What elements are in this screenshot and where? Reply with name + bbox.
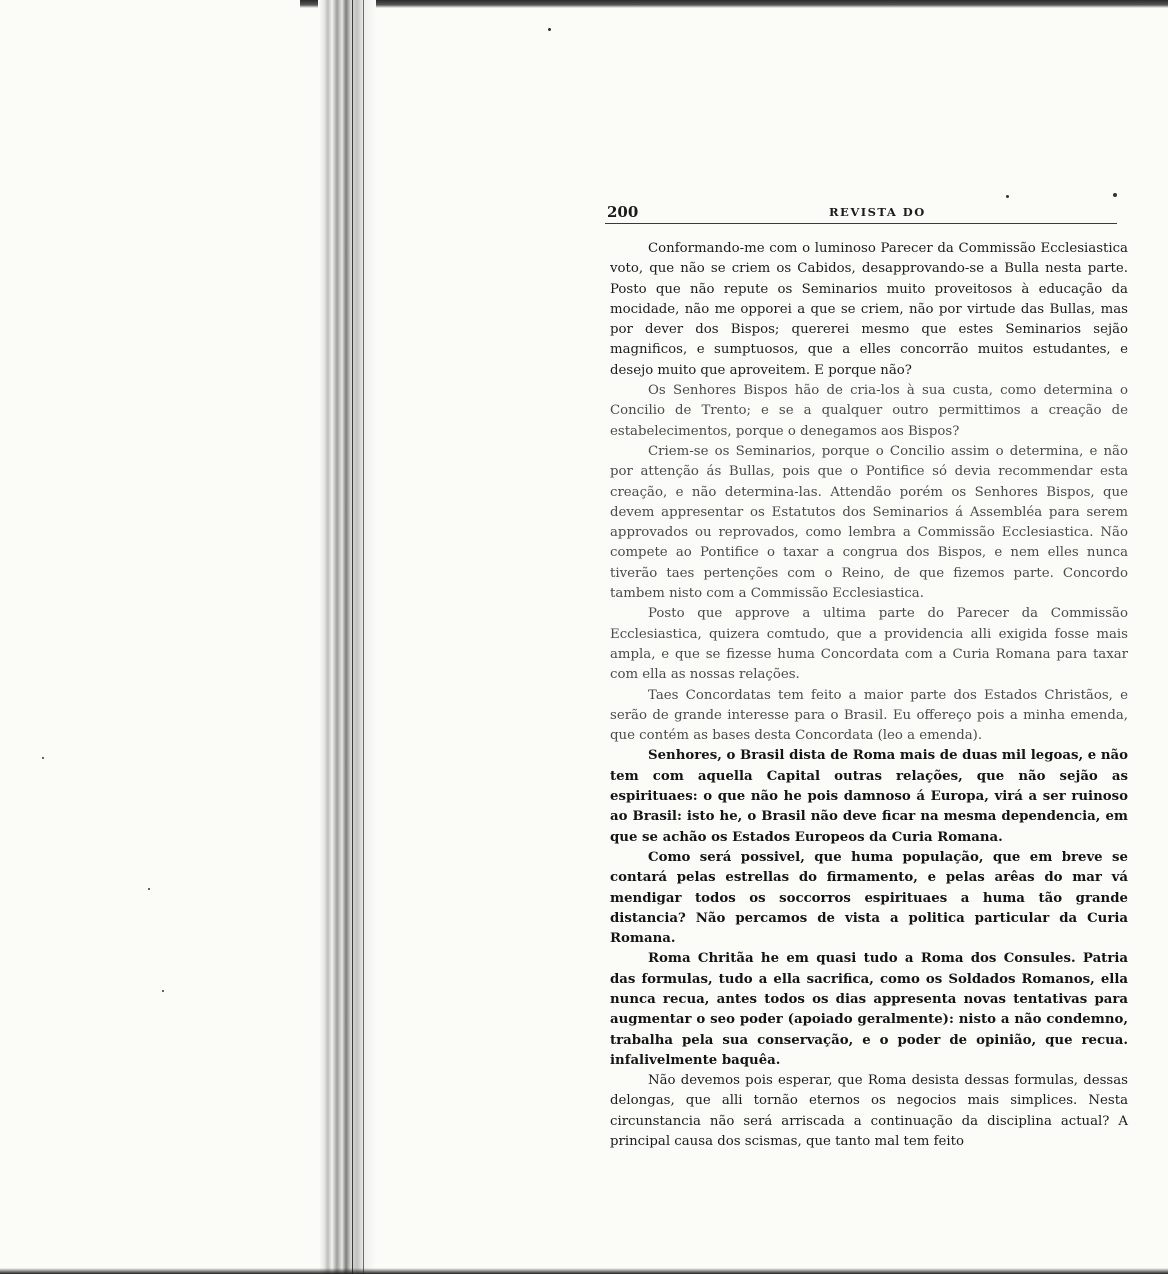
page-top-edge bbox=[300, 0, 1168, 8]
page-bottom-edge bbox=[0, 1268, 1168, 1274]
ink-speck bbox=[148, 888, 150, 890]
book-gutter bbox=[318, 0, 376, 1274]
ink-speck bbox=[42, 757, 44, 759]
paragraph: Os Senhores Bispos hão de cria-los à sua custa, como determina o Concilio de Trento; e se a qualquer outro permittimos a creação de estabelecimentos, porque o denegamos aos Bispos? bbox=[610, 383, 1128, 439]
paragraph: Conformando-me com o luminoso Parecer da Commissão Ecclesiastica voto, que não se criem os Cabidos, desapprovando-se a Bulla nesta parte. Posto que não repute os Seminarios muito proveitosos à educação da mocidade, não me opporei a que se criem, não por virtude das Bullas, mas por dever dos Bispos; quererei mesmo que estes Seminarios sejão magnificos, e sumptuosos, que a elles concorrão muitos estudantes, e desejo muito que aproveitem. E porque não? bbox=[610, 241, 1128, 378]
running-head: REVISTA DO bbox=[829, 205, 926, 219]
ink-speck bbox=[162, 990, 164, 992]
header-rule bbox=[605, 223, 1117, 224]
paragraph: Não devemos pois esperar, que Roma desista dessas formulas, dessas delongas, que alli tornão eternos os negocios mais simplices. Nesta circunstancia não será arriscada a continuação da disciplina actual? A principal causa dos scismas, que tanto mal tem feito bbox=[610, 1073, 1128, 1150]
page-number: 200 bbox=[607, 203, 639, 221]
gutter-shadow-line bbox=[363, 0, 364, 1274]
paragraph: Posto que approve a ultima parte do Parecer da Commissão Ecclesiastica, quizera comtudo, que a providencia alli exigida fosse mais ampla, e que se fizesse huma Concordata com a Curia Romana para taxar com ella as nossas relações. bbox=[610, 606, 1128, 683]
paragraph: Como será possivel, que huma população, que em breve se contará pelas estrellas do firmamento, e pelas arêas do mar vá mendigar todos os soccorros espirituaes a huma tão grande distancia? Não percamos de vista a politica particular da Curia Romana. bbox=[610, 849, 1128, 947]
paragraph: Roma Chritãa he em quasi tudo a Roma dos Consules. Patria das formulas, tudo a ella sacrifica, como os Soldados Romanos, ella nunca recua, antes todos os dias appresenta novas tentativas para augmentar o seo poder (apoiado geralmente): nisto a não condemno, trabalha pela sua conservação, e o poder de opinião, que recua. infalivelmente baquêa. bbox=[610, 951, 1128, 1068]
ink-speck bbox=[548, 28, 551, 31]
page-body bbox=[610, 239, 1128, 1152]
ink-speck bbox=[1113, 193, 1117, 197]
gutter-shadow-line bbox=[352, 0, 353, 1274]
paragraph: Senhores, o Brasil dista de Roma mais de duas mil legoas, e não tem com aquella Capital outras relações, que não sejão as espirituaes: o que não he pois damnoso á Europa, virá a ser ruinoso ao Brasil: isto he, o Brasil não deve ficar na mesma dependencia, em que se achão os Estados Europeos da Curia Romana. bbox=[610, 748, 1128, 845]
paragraph: Taes Concordatas tem feito a maior parte dos Estados Christãos, e serão de grande interesse para o Brasil. Eu offereço pois a minha emenda, que contém as bases desta Concordata (leo a emenda). bbox=[610, 687, 1128, 744]
ink-speck bbox=[1006, 195, 1009, 198]
paragraph: Criem-se os Seminarios, porque o Concilio assim o determina, e não por attenção ás Bullas, pois que o Pontifice só devia recommendar esta creação, e não determina-las. Attendão porém os Senhores Bispos, que devem appresentar os Estatutos dos Seminarios á Assembléa para serem approvados ou reprovados, como lembra a Commissão Ecclesiastica. Não compete ao Pontifice o taxar a congrua dos Bispos, e nem elles nunca tiverão taes pertenções com o Reino, de que fizemos parte. Concordo tambem nisto com a Commissão Ecclesiastica. bbox=[610, 443, 1128, 602]
